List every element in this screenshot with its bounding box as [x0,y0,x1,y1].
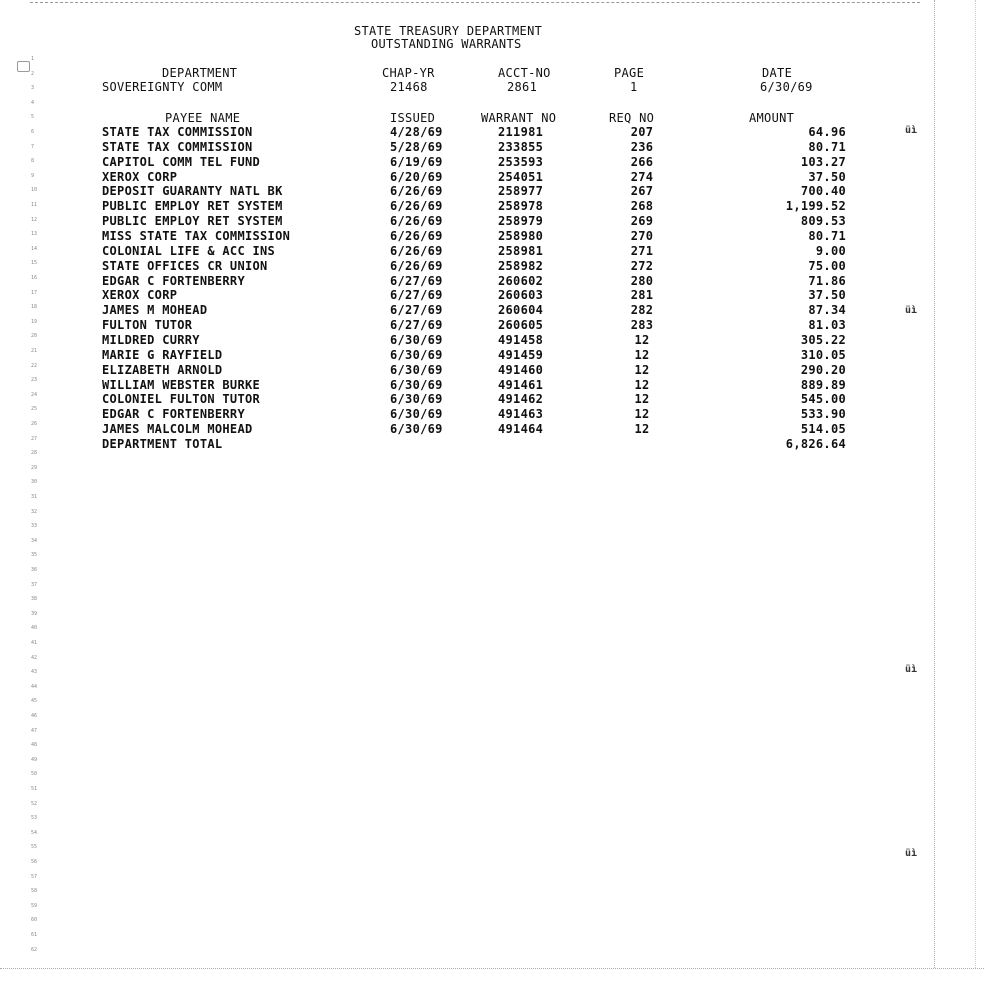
amount: 64.96 [808,125,846,139]
line-number: 15 [31,260,38,266]
amount: 9.00 [815,244,846,258]
warrant-no: 491460 [498,363,544,377]
line-number: 51 [31,786,38,792]
line-number: 61 [31,932,38,938]
warrant-no: 258978 [498,199,544,213]
issued-date: 6/19/69 [390,155,443,169]
issued-date: 6/30/69 [390,378,443,392]
line-number: 56 [31,859,38,865]
warrant-no: 258980 [498,229,544,243]
page-value: 1 [630,80,638,94]
amount: 81.03 [808,318,846,332]
issued-date: 6/30/69 [390,348,443,362]
line-number: 46 [31,713,38,719]
chap-yr-label: CHAP-YR [382,66,435,80]
acct-no-value: 2861 [507,80,538,94]
payee-name: COLONIEL FULTON TUTOR [102,392,261,406]
amount: 87.34 [808,303,846,317]
col-warrant-no: WARRANT NO [481,111,557,125]
line-number: 27 [31,436,38,442]
payee-name: FULTON TUTOR [102,318,193,332]
req-no: 268 [630,199,654,213]
line-number: 30 [31,479,38,485]
line-number: 23 [31,377,38,383]
req-no: 271 [630,244,654,258]
req-no: 12 [634,422,650,436]
line-number: 34 [31,538,38,544]
payee-name: EDGAR C FORTENBERRY [102,274,245,288]
line-number: 44 [31,684,38,690]
amount: 514.05 [800,422,846,436]
warrant-no: 253593 [498,155,544,169]
amount: 809.53 [800,214,846,228]
payee-name: JAMES MALCOLM MOHEAD [102,422,253,436]
department-total-amount: 6,826.64 [785,437,846,451]
line-number: 37 [31,582,38,588]
line-number: 1 [31,56,35,62]
tractor-feed-edge [934,0,935,968]
line-number: 17 [31,290,38,296]
department-label: DEPARTMENT [162,66,238,80]
issued-date: 6/27/69 [390,274,443,288]
margin-box-mark [17,61,30,72]
amount: 75.00 [808,259,846,273]
line-number: 50 [31,771,38,777]
line-number: 28 [31,450,38,456]
issued-date: 6/26/69 [390,199,443,213]
req-no: 282 [630,303,654,317]
warrant-no: 254051 [498,170,544,184]
amount: 290.20 [800,363,846,377]
warrant-no: 233855 [498,140,544,154]
issued-date: 6/30/69 [390,422,443,436]
line-number: 60 [31,917,38,923]
line-number: 32 [31,509,38,515]
amount: 1,199.52 [785,199,846,213]
line-number: 16 [31,275,38,281]
payee-name: DEPOSIT GUARANTY NATL BK [102,184,283,198]
payee-name: EDGAR C FORTENBERRY [102,407,245,421]
line-number: 41 [31,640,38,646]
page-label: PAGE [614,66,645,80]
line-number: 25 [31,406,38,412]
amount: 80.71 [808,140,846,154]
warrant-no: 491461 [498,378,544,392]
warrant-no: 258979 [498,214,544,228]
payee-name: WILLIAM WEBSTER BURKE [102,378,261,392]
req-no: 207 [630,125,654,139]
warrant-no: 258982 [498,259,544,273]
line-number: 8 [31,158,35,164]
line-number: 59 [31,903,38,909]
req-no: 12 [634,348,650,362]
line-number: 6 [31,129,35,135]
req-no: 236 [630,140,654,154]
payee-name: MISS STATE TAX COMMISSION [102,229,291,243]
amount: 889.89 [800,378,846,392]
margin-mark: üì [905,848,918,859]
line-number: 29 [31,465,38,471]
line-number: 53 [31,815,38,821]
line-number: 11 [31,202,38,208]
date-label: DATE [762,66,793,80]
warrant-no: 491459 [498,348,544,362]
line-number: 38 [31,596,38,602]
line-number: 24 [31,392,38,398]
warrant-no: 491463 [498,407,544,421]
payee-name: PUBLIC EMPLOY RET SYSTEM [102,199,283,213]
date-value: 6/30/69 [760,80,813,94]
payee-name: CAPITOL COMM TEL FUND [102,155,261,169]
issued-date: 6/26/69 [390,229,443,243]
amount: 37.50 [808,170,846,184]
warrant-no: 491458 [498,333,544,347]
payee-name: JAMES M MOHEAD [102,303,208,317]
line-number: 2 [31,71,35,77]
chap-yr-value: 21468 [390,80,428,94]
amount: 545.00 [800,392,846,406]
payee-name: XEROX CORP [102,170,178,184]
acct-no-label: ACCT-NO [498,66,551,80]
col-payee-name: PAYEE NAME [165,111,241,125]
report-subtitle: OUTSTANDING WARRANTS [371,37,522,51]
warrant-no: 258981 [498,244,544,258]
payee-name: ELIZABETH ARNOLD [102,363,223,377]
line-number: 62 [31,947,38,953]
line-number: 35 [31,552,38,558]
warrant-no: 260605 [498,318,544,332]
line-number: 42 [31,655,38,661]
margin-mark: üì [905,305,918,316]
line-number: 39 [31,611,38,617]
req-no: 266 [630,155,654,169]
issued-date: 6/30/69 [390,333,443,347]
department-value: SOVEREIGNTY COMM [102,80,223,94]
amount: 80.71 [808,229,846,243]
line-number: 18 [31,304,38,310]
req-no: 269 [630,214,654,228]
req-no: 272 [630,259,654,273]
line-number: 20 [31,333,38,339]
issued-date: 6/26/69 [390,244,443,258]
req-no: 12 [634,392,650,406]
line-number: 36 [31,567,38,573]
perforation-top [30,2,920,3]
line-number: 19 [31,319,38,325]
req-no: 12 [634,363,650,377]
report-title: STATE TREASURY DEPARTMENT [354,24,543,38]
line-number: 58 [31,888,38,894]
margin-mark: üì [905,664,918,675]
margin-mark: üì [905,125,918,136]
line-number: 12 [31,217,38,223]
line-number: 13 [31,231,38,237]
issued-date: 6/27/69 [390,318,443,332]
warrant-no: 491464 [498,422,544,436]
line-number: 49 [31,757,38,763]
perforation-bottom [0,968,984,969]
issued-date: 4/28/69 [390,125,443,139]
line-number: 47 [31,728,38,734]
req-no: 280 [630,274,654,288]
warrant-no: 260604 [498,303,544,317]
req-no: 267 [630,184,654,198]
req-no: 270 [630,229,654,243]
line-number: 55 [31,844,38,850]
amount: 37.50 [808,288,846,302]
req-no: 12 [634,333,650,347]
col-req-no: REQ NO [609,111,655,125]
line-number: 14 [31,246,38,252]
payee-name: MILDRED CURRY [102,333,200,347]
line-number: 9 [31,173,35,179]
payee-name: STATE OFFICES CR UNION [102,259,268,273]
warrant-no: 211981 [498,125,544,139]
warrant-no: 258977 [498,184,544,198]
col-amount: AMOUNT [749,111,795,125]
line-number: 26 [31,421,38,427]
line-number: 5 [31,114,35,120]
issued-date: 6/26/69 [390,259,443,273]
issued-date: 6/27/69 [390,288,443,302]
req-no: 12 [634,378,650,392]
line-number: 31 [31,494,38,500]
issued-date: 6/26/69 [390,214,443,228]
issued-date: 6/30/69 [390,363,443,377]
line-number: 43 [31,669,38,675]
req-no: 274 [630,170,654,184]
amount: 103.27 [800,155,846,169]
line-number: 33 [31,523,38,529]
issued-date: 6/26/69 [390,184,443,198]
line-number: 48 [31,742,38,748]
department-total-label: DEPARTMENT TOTAL [102,437,223,451]
line-number: 10 [31,187,38,193]
amount: 305.22 [800,333,846,347]
line-number: 21 [31,348,38,354]
line-number: 57 [31,874,38,880]
line-number: 40 [31,625,38,631]
payee-name: MARIE G RAYFIELD [102,348,223,362]
warrant-no: 491462 [498,392,544,406]
line-number: 52 [31,801,38,807]
warrant-no: 260602 [498,274,544,288]
payee-name: COLONIAL LIFE & ACC INS [102,244,276,258]
issued-date: 6/30/69 [390,407,443,421]
line-number: 54 [31,830,38,836]
issued-date: 6/30/69 [390,392,443,406]
amount: 71.86 [808,274,846,288]
amount: 533.90 [800,407,846,421]
payee-name: PUBLIC EMPLOY RET SYSTEM [102,214,283,228]
line-number: 4 [31,100,35,106]
line-number: 7 [31,144,35,150]
amount: 700.40 [800,184,846,198]
req-no: 281 [630,288,654,302]
tractor-feed-edge-outer [975,0,976,968]
req-no: 283 [630,318,654,332]
payee-name: STATE TAX COMMISSION [102,140,253,154]
warrant-no: 260603 [498,288,544,302]
issued-date: 6/27/69 [390,303,443,317]
line-number: 3 [31,85,35,91]
issued-date: 6/20/69 [390,170,443,184]
amount: 310.05 [800,348,846,362]
line-number: 45 [31,698,38,704]
issued-date: 5/28/69 [390,140,443,154]
payee-name: STATE TAX COMMISSION [102,125,253,139]
req-no: 12 [634,407,650,421]
col-issued: ISSUED [390,111,436,125]
payee-name: XEROX CORP [102,288,178,302]
line-number: 22 [31,363,38,369]
